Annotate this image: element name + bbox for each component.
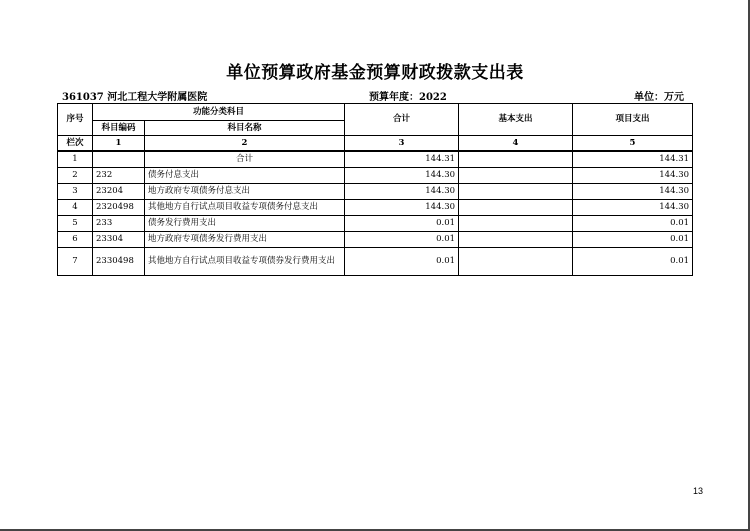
row-basic (459, 168, 573, 184)
header-name: 科目名称 (145, 121, 345, 136)
row-total: 144.30 (345, 184, 459, 200)
header-total: 合计 (345, 104, 459, 136)
table-row (58, 168, 693, 184)
row-basic (459, 232, 573, 248)
column-index-3: 3 (345, 136, 459, 152)
row-name: 地方政府专项债务付息支出 (145, 184, 345, 200)
row-seq: 5 (58, 216, 93, 232)
row-code: 232 (93, 168, 145, 184)
row-name: 其他地方自行试点项目收益专项债券发行费用支出 (145, 248, 345, 276)
row-name: 其他地方自行试点项目收益专项债务付息支出 (145, 200, 345, 216)
row-basic (459, 151, 573, 168)
row-total: 0.01 (345, 216, 459, 232)
expenditure-table (57, 103, 693, 276)
column-index-row (58, 136, 693, 152)
row-code: 23204 (93, 184, 145, 200)
row-name: 合计 (145, 151, 345, 168)
row-project: 0.01 (573, 248, 693, 276)
row-seq: 7 (58, 248, 93, 276)
row-total: 144.30 (345, 168, 459, 184)
row-seq: 6 (58, 232, 93, 248)
table-row (58, 184, 693, 200)
row-total: 0.01 (345, 232, 459, 248)
row-name: 债务付息支出 (145, 168, 345, 184)
row-basic (459, 200, 573, 216)
row-project: 144.30 (573, 168, 693, 184)
row-seq: 2 (58, 168, 93, 184)
row-basic (459, 184, 573, 200)
row-name: 地方政府专项债务发行费用支出 (145, 232, 345, 248)
column-index-2: 2 (145, 136, 345, 152)
unit-label: 单位：万元 (634, 92, 684, 103)
table-row (58, 216, 693, 232)
header-code: 科目编码 (93, 121, 145, 136)
row-name: 债务发行费用支出 (145, 216, 345, 232)
header-func-class: 功能分类科目 (93, 104, 345, 121)
row-code: 2330498 (93, 248, 145, 276)
row-total: 0.01 (345, 248, 459, 276)
row-project: 0.01 (573, 216, 693, 232)
row-total: 144.31 (345, 151, 459, 168)
page-number: 13 (692, 486, 703, 496)
page-title: 单位预算政府基金预算财政拨款支出表 (226, 63, 524, 83)
table-row (58, 232, 693, 248)
row-basic (459, 248, 573, 276)
row-project: 0.01 (573, 232, 693, 248)
row-seq: 4 (58, 200, 93, 216)
row-code: 23304 (93, 232, 145, 248)
column-index-5: 5 (573, 136, 693, 152)
column-index-label: 栏次 (58, 136, 93, 152)
organization-label: 361037 河北工程大学附属医院 (62, 92, 208, 103)
row-project: 144.30 (573, 200, 693, 216)
row-seq: 3 (58, 184, 93, 200)
row-seq: 1 (58, 151, 93, 168)
column-index-4: 4 (459, 136, 573, 152)
row-code: 233 (93, 216, 145, 232)
table-row (58, 248, 693, 276)
table-row-total (58, 151, 693, 168)
column-index-1: 1 (93, 136, 145, 152)
row-project: 144.31 (573, 151, 693, 168)
budget-year-label: 预算年度：2022 (369, 92, 447, 103)
header-basic: 基本支出 (459, 104, 573, 136)
row-basic (459, 216, 573, 232)
row-project: 144.30 (573, 184, 693, 200)
table-row (58, 200, 693, 216)
header-project: 项目支出 (573, 104, 693, 136)
row-total: 144.30 (345, 200, 459, 216)
header-seq: 序号 (58, 104, 93, 136)
row-code: 2320498 (93, 200, 145, 216)
row-code (93, 151, 145, 168)
